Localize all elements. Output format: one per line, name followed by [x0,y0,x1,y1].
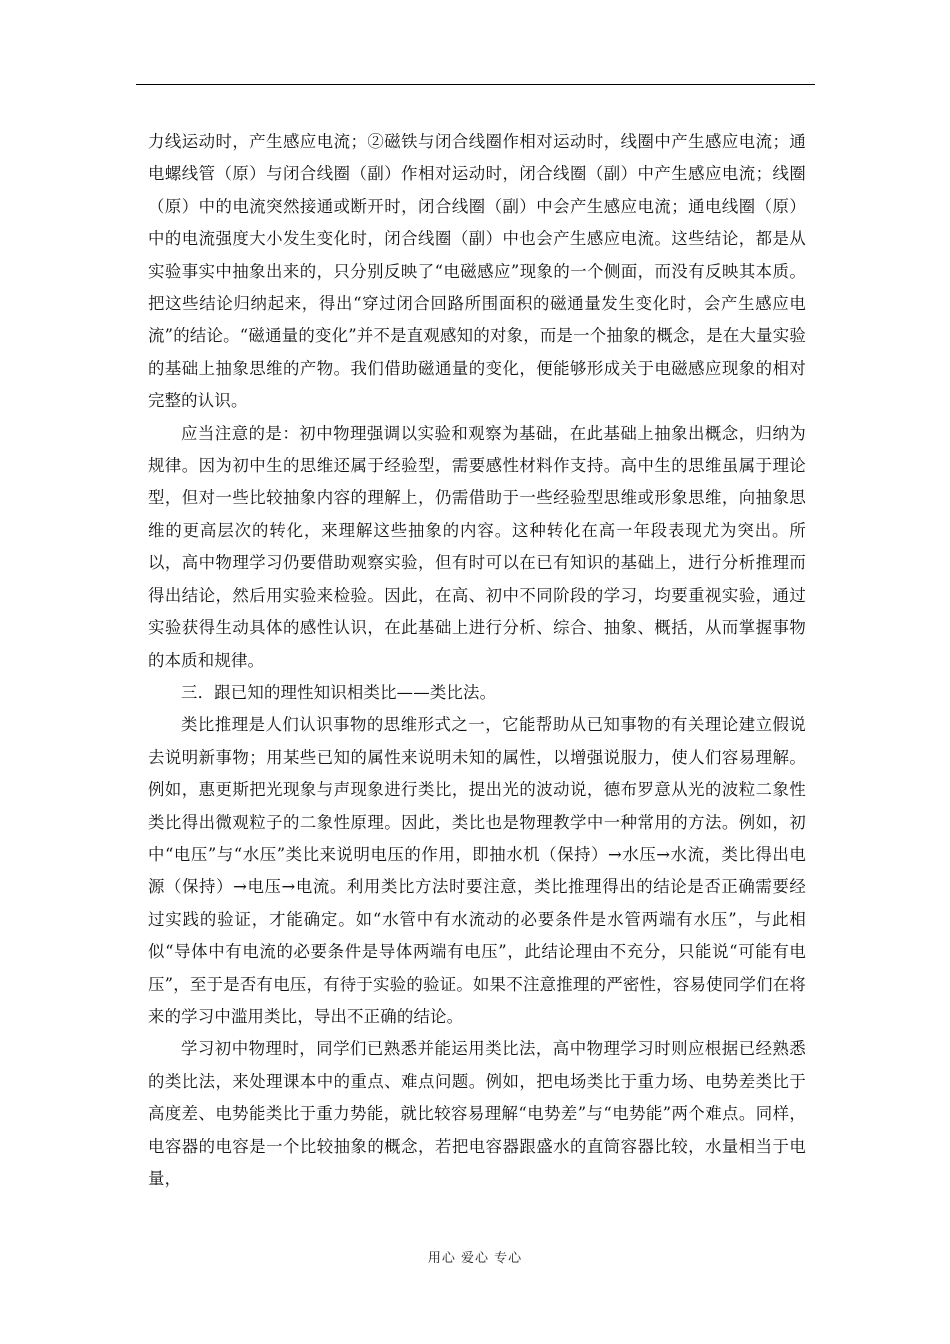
paragraph-continued: 力线运动时，产生感应电流；②磁铁与闭合线圈作相对运动时，线圈中产生感应电流；通电螺线管（原）与闭合线圈（副）作相对运动时，闭合线圈（副）中产生感应电流；线圈（原）中的电流突然接通或断开时，闭合线圈（副）中会产生感应电流；通电线圈（原）中的电流强度大小发生变化时，闭合线圈（副）中也会产生感应电流。这些结论，都是从实验事实中抽象出来的，只分别反映了“电磁感应”现象的一个侧面，而没有反映其本质。把这些结论归纳起来，得出“穿过闭合回路所围面积的磁通量发生变化时，会产生感应电流”的结论。“磁通量的变化”并不是直观感知的对象，而是一个抽象的概念，是在大量实验的基础上抽象思维的产物。我们借助磁通量的变化，便能够形成关于电磁感应现象的相对完整的认识。 [148,132,806,411]
paragraph-attention: 应当注意的是：初中物理强调以实验和观察为基础，在此基础上抽象出概念，归纳为规律。因为初中生的思维还属于经验型，需要感性材料作支持。高中生的思维虽属于理论型，但对一些比较抽象内容的理解上，仍需借助于一些经验型思维或形象思维，向抽象思维的更高层次的转化，来理解这些抽象的内容。这种转化在高一年段表现尤为突出。所以，高中物理学习仍要借助观察实验，但有时可以在已有知识的基础上，进行分析推理而得出结论，然后用实验来检验。因此，在高、初中不同阶段的学习，均要重视实验，通过实验获得生动具体的感性认识，在此基础上进行分析、综合、抽象、概括，从而掌握事物的本质和规律。 [148,423,806,670]
page-footer: 用心 爱心 专心 [427,1251,523,1266]
document-body [148,126,806,1195]
paragraph-analogy: 类比推理是人们认识事物的思维形式之一，它能帮助从已知事物的有关理论建立假说去说明新事物；用某些已知的属性来说明未知的属性，以增强说服力，使人们容易理解。例如，惠更斯把光现象与声现象进行类比，提出光的波动说，德布罗意从光的波粒二象性类比得出微观粒子的二象性原理。因此，类比也是物理教学中一种常用的方法。例如，初中“电压”与“水压”类比来说明电压的作用，即抽水机（保持）→水压→水流，类比得出电源（保持）→电压→电流。利用类比方法时要注意，类比推理得出的结论是否正确需要经过实践的验证，才能确定。如“水管中有水流动的必要条件是水管两端有水压”，与此相似“导体中有电流的必要条件是导体两端有电压”，此结论理由不充分，只能说“可能有电压”，至于是否有电压，有待于实验的验证。如果不注意推理的严密性，容易使同学们在将来的学习中滥用类比，导出不正确的结论。 [148,715,806,1026]
paragraph-learning: 学习初中物理时，同学们已熟悉并能运用类比法，高中物理学习时则应根据已经熟悉的类比法，来处理课本中的重点、难点问题。例如，把电场类比于重力场、电势差类比于高度差、电势能类比于重力势能，就比较容易理解“电势差”与“电势能”两个难点。同样，电容器的电容是一个比较抽象的概念，若把电容器跟盛水的直筒容器比较，水量相当于电量， [148,1039,806,1188]
section-heading-analogy: 三．跟已知的理性知识相类比——类比法。 [181,682,497,702]
header-rule [136,84,815,85]
